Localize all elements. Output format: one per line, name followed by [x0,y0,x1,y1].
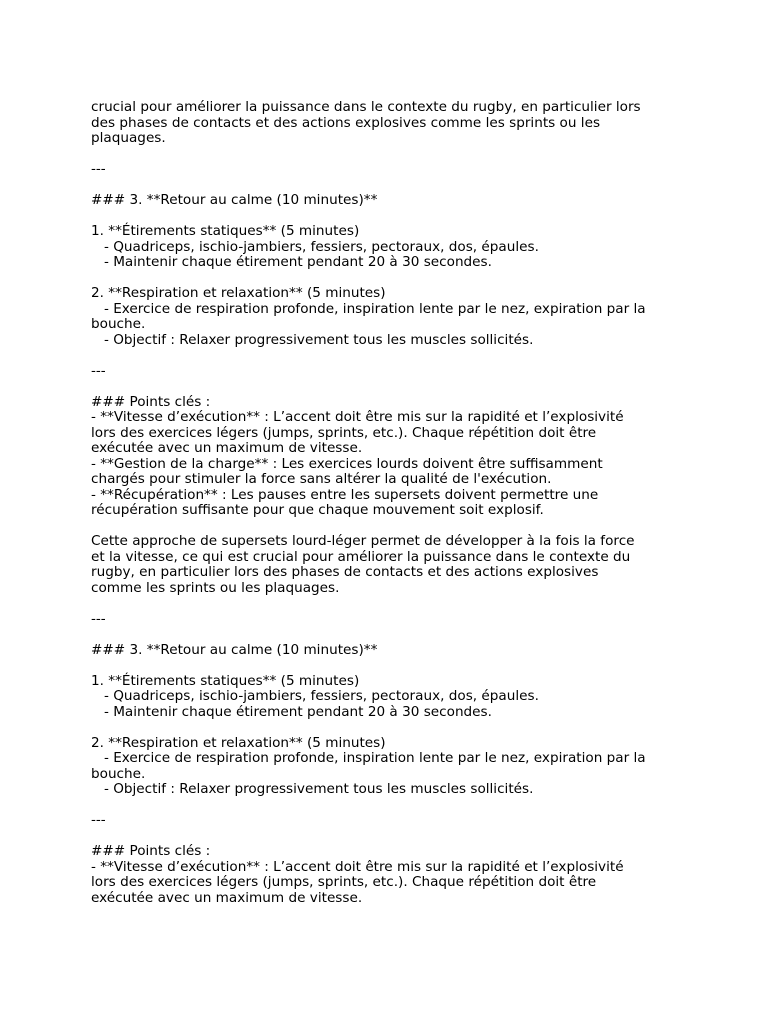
blank-line [91,596,691,612]
blank-line [91,379,691,395]
text-line: Cette approche de supersets lourd-léger permet de développer à la fois la force [91,533,635,549]
horizontal-rule-text: --- [91,161,106,177]
bullet-line: - Quadriceps, ischio-jambiers, fessiers, pectoraux, dos, épaules. [91,238,539,255]
text-line: exécutée avec un maximum de vitesse. [91,889,363,906]
blank-line [91,271,691,287]
text-line: plaquages. [91,130,166,146]
bullet-line: - **Vitesse d’exécution** : L’accent doit être mis sur la rapidité et l’explosivité [91,409,624,425]
blank-line [91,627,691,643]
blank-line [91,519,691,535]
bullet-line: - Maintenir chaque étirement pendant 20 à 30 secondes. [91,703,492,720]
blank-line [91,829,691,845]
horizontal-rule-text: --- [91,362,106,379]
numbered-item: 2. **Respiration et relaxation** (5 minutes) [91,734,386,751]
section-heading: ### 3. **Retour au calme (10 minutes)** [91,192,378,208]
text-line: crucial pour améliorer la puissance dans le contexte du rugby, en particulier lors [91,99,641,115]
section-heading: ### Points clés : [91,393,211,410]
horizontal-rule-text: --- [91,812,106,828]
bullet-line: - **Gestion de la charge** : Les exercices lourds doivent être suffisamment [91,455,603,472]
text-line: exécutée avec un maximum de vitesse. [91,440,363,456]
text-line: bouche. [91,316,146,332]
bullet-line: - Exercice de respiration profonde, inspiration lente par le nez, expiration par la [91,750,646,766]
numbered-item: 1. **Étirements statiques** (5 minutes) [91,672,360,689]
bullet-line: - **Vitesse d’exécution** : L’accent doit être mis sur la rapidité et l’explosivité [91,858,624,875]
text-line: des phases de contacts et des actions explosives comme les sprints ou les [91,114,601,131]
section-heading: ### Points clés : [91,843,211,859]
numbered-item: 1. **Étirements statiques** (5 minutes) [91,223,360,239]
horizontal-rule-text: --- [91,610,106,627]
document-page [91,100,691,906]
text-line: comme les sprints ou les plaquages. [91,579,340,596]
text-line: rugby, en particulier lors des phases de contacts et des actions explosives [91,564,599,580]
bullet-line: - Quadriceps, ischio-jambiers, fessiers, pectoraux, dos, épaules. [91,688,539,704]
section-heading: ### 3. **Retour au calme (10 minutes)** [91,641,378,658]
numbered-item: 2. **Respiration et relaxation** (5 minutes) [91,285,386,301]
bullet-line: - Exercice de respiration profonde, inspiration lente par le nez, expiration par la [91,300,646,317]
text-line: chargés pour stimuler la force sans altérer la qualité de l'exécution. [91,471,552,487]
text-line: bouche. [91,765,146,782]
blank-line [91,178,691,194]
text-line: lors des exercices légers (jumps, sprints, etc.). Chaque répétition doit être [91,424,597,441]
bullet-line: - Objectif : Relaxer progressivement tous les muscles sollicités. [91,331,534,348]
blank-line [91,209,691,225]
blank-line [91,147,691,163]
bullet-line: - Maintenir chaque étirement pendant 20 à 30 secondes. [91,254,492,270]
bullet-line: - Objectif : Relaxer progressivement tous les muscles sollicités. [91,781,534,797]
blank-line [91,348,691,364]
blank-line [91,720,691,736]
bullet-line: - **Récupération** : Les pauses entre les supersets doivent permettre une [91,486,599,503]
blank-line [91,798,691,814]
blank-line [91,658,691,674]
text-line: récupération suffisante pour que chaque mouvement soit explosif. [91,502,544,518]
text-line: lors des exercices légers (jumps, sprints, etc.). Chaque répétition doit être [91,874,597,890]
text-line: et la vitesse, ce qui est crucial pour améliorer la puissance dans le contexte du [91,548,631,565]
